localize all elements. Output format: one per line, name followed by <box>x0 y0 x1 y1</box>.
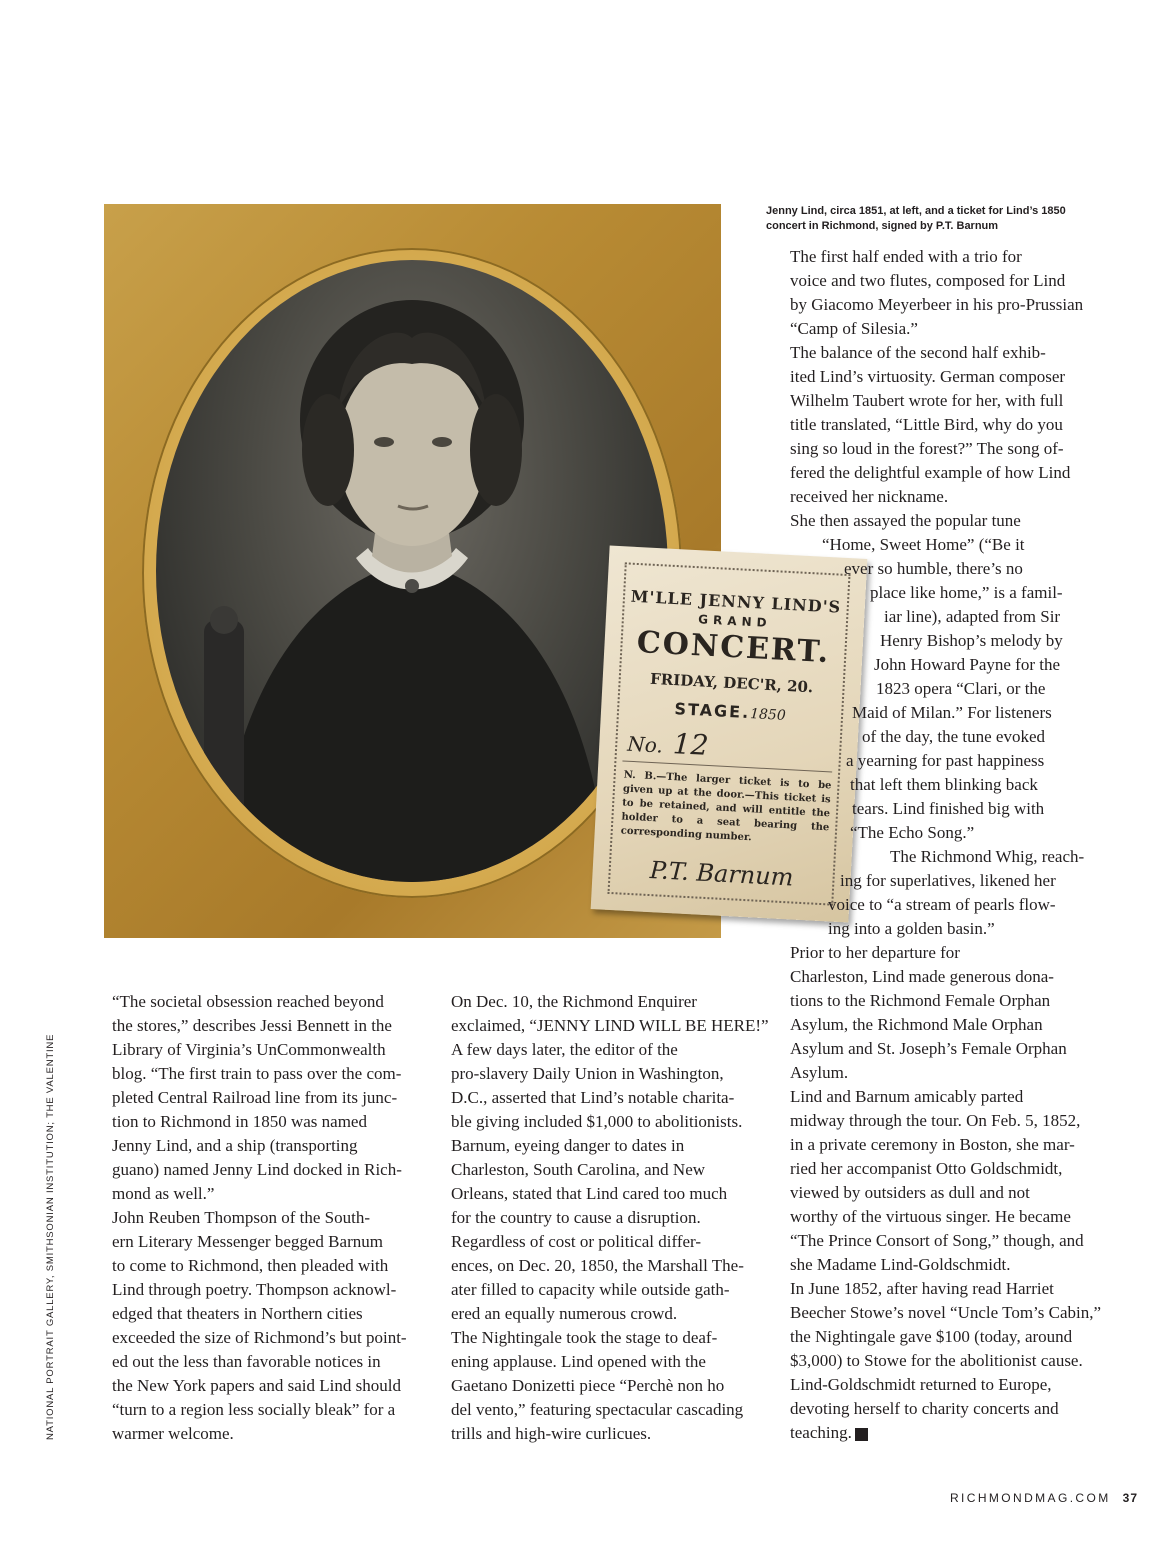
text-line: Library of Virginia’s UnCommonwealth <box>112 1040 386 1059</box>
text-line: ited Lind’s virtuosity. German composer <box>790 367 1066 386</box>
article-column-3 <box>766 245 1102 1445</box>
text-line: In June 1852, after having read Harriet <box>790 1279 1054 1298</box>
text-line: ed out the less than favorable notices in <box>112 1352 381 1371</box>
text-line: “The Echo Song.” <box>850 823 975 842</box>
text-line: Maid of Milan.” For listeners <box>852 703 1052 722</box>
text-line: 1823 opera “Clari, or the <box>876 679 1046 698</box>
text-line: ing for superlatives, likened her <box>840 871 1056 890</box>
text-line: The first half ended with a trio for <box>790 247 1022 266</box>
paragraph <box>427 1326 744 1446</box>
text-line: A few days later, the editor of the <box>451 1040 678 1059</box>
text-line: the Nightingale gave $100 (today, around <box>790 1327 1073 1346</box>
paragraph-wrapped-around-ticket <box>766 509 1076 845</box>
ticket-date: FRIDAY, DEC'R, 20. <box>649 669 814 697</box>
text-line: title translated, “Little Bird, why do you <box>790 415 1063 434</box>
text-line: Gaetano Donizetti piece “Perchè non ho <box>451 1376 725 1395</box>
photo-credit: NATIONAL PORTRAIT GALLERY, SMITHSONIAN INSTITUTION; THE VALENTINE <box>45 1033 56 1440</box>
text-line: D.C., asserted that Lind’s notable charita- <box>451 1088 735 1107</box>
end-mark-icon: R <box>855 1428 868 1441</box>
text-line: Asylum and St. Joseph’s Female Orphan <box>790 1039 1067 1058</box>
text-line: ening applause. Lind opened with the <box>451 1352 706 1371</box>
text-line: pro-slavery Daily Union in Washington, <box>451 1064 724 1083</box>
text-line: fered the delightful example of how Lind <box>790 463 1071 482</box>
text-line: exceeded the size of Richmond’s but point- <box>112 1328 407 1347</box>
text-line: for the country to cause a disruption. <box>451 1208 701 1227</box>
text-line: Charleston, South Carolina, and New <box>451 1160 706 1179</box>
text-line: ever so humble, there’s no <box>844 559 1023 578</box>
text-line: warmer welcome. <box>112 1424 234 1443</box>
text-line: Orleans, stated that Lind cared too much <box>451 1184 728 1203</box>
ticket-number-label: No. <box>626 731 664 758</box>
text-line: devoting herself to charity concerts and <box>790 1399 1059 1418</box>
ticket-stage-year: 1850 <box>749 706 787 724</box>
text-line: Regardless of cost or political differ- <box>451 1232 702 1251</box>
text-line: worthy of the virtuous singer. He became <box>790 1207 1071 1226</box>
text-line: iar line), adapted from Sir <box>884 607 1061 626</box>
text-line: Barnum, eyeing danger to dates in <box>451 1136 685 1155</box>
article-column-2 <box>427 990 769 1446</box>
article-column-1 <box>88 990 407 1446</box>
text-line: ing into a golden basin.” <box>828 919 995 938</box>
text-line: “Camp of Silesia.” <box>790 319 918 338</box>
portrait-illustration <box>156 260 668 882</box>
text-line: Lind and Barnum amicably parted <box>790 1087 1024 1106</box>
text-line: “The societal obsession reached beyond <box>112 992 384 1011</box>
text-line: guano) named Jenny Lind docked in Rich- <box>112 1160 402 1179</box>
paragraph <box>766 341 1076 509</box>
text-line: exclaimed, “JENNY LIND WILL BE HERE!” <box>451 1016 769 1035</box>
text-line: blog. “The first train to pass over the com- <box>112 1064 402 1083</box>
page-footer <box>950 1491 1138 1505</box>
text-line: received her nickname. <box>790 487 949 506</box>
text-line: voice to “a stream of pearls flow- <box>828 895 1056 914</box>
text-line: The Nightingale took the stage to deaf- <box>451 1328 718 1347</box>
text-line: mond as well.” <box>112 1184 215 1203</box>
text-line: viewed by outsiders as dull and not <box>790 1183 1030 1202</box>
text-line: ences, on Dec. 20, 1850, the Marshall The- <box>451 1256 744 1275</box>
page-number: 37 <box>1122 1491 1138 1505</box>
text-line: Lind-Goldschmidt returned to Europe, <box>790 1375 1052 1394</box>
text-line: ered an equally numerous crowd. <box>451 1304 678 1323</box>
portrait-oval <box>156 260 668 882</box>
text-line: The balance of the second half exhib- <box>790 343 1046 362</box>
text-line: “turn to a region less socially bleak” for a <box>112 1400 396 1419</box>
text-line: tears. Lind finished big with <box>852 799 1045 818</box>
text-line: Asylum, the Richmond Male Orphan <box>790 1015 1043 1034</box>
text-line: “The Prince Consort of Song,” though, and <box>790 1231 1084 1250</box>
text-line: $3,000) to Stowe for the abolitionist cause. <box>790 1351 1083 1370</box>
text-line: in a private ceremony in Boston, she mar- <box>790 1135 1075 1154</box>
text-line: edged that theaters in Northern cities <box>112 1304 363 1323</box>
text-line: voice and two flutes, composed for Lind <box>790 271 1066 290</box>
text-line: tion to Richmond in 1850 was named <box>112 1112 367 1131</box>
text-line: On Dec. 10, the Richmond Enquirer <box>451 992 697 1011</box>
text-line: Jenny Lind, and a ship (transporting <box>112 1136 358 1155</box>
text-line: the stores,” describes Jessi Bennett in the <box>112 1016 392 1035</box>
text-line: ern Literary Messenger begged Barnum <box>112 1232 383 1251</box>
text-line: ater filled to capacity while outside gath- <box>451 1280 730 1299</box>
ticket-title: M'LLE JENNY LIND'S <box>630 586 842 617</box>
paragraph <box>427 1038 743 1230</box>
paragraph <box>766 1085 1084 1277</box>
barnum-signature: P.T. Barnum <box>649 856 795 892</box>
text-line: Beecher Stowe’s novel “Uncle Tom’s Cabin,” <box>790 1303 1102 1322</box>
text-line: del vento,” featuring spectacular cascading <box>451 1400 744 1419</box>
text-line: Charleston, Lind made generous dona- <box>790 967 1054 986</box>
text-line: that left them blinking back <box>850 775 1038 794</box>
paragraph <box>766 941 1076 1085</box>
text-line: John Howard Payne for the <box>874 655 1061 674</box>
text-line: Lind through poetry. Thompson acknowl- <box>112 1280 397 1299</box>
text-line: “Home, Sweet Home” (“Be it <box>822 535 1025 554</box>
text-line: the New York papers and said Lind should <box>112 1376 401 1395</box>
paragraph <box>88 990 402 1206</box>
text-line: she Madame Lind-Goldschmidt. <box>790 1255 1011 1274</box>
paragraph <box>88 1206 407 1446</box>
paragraph-wrapped-around-ticket <box>766 845 1085 941</box>
ticket-stage-label: STAGE. <box>674 699 751 723</box>
text-line: by Giacomo Meyerbeer in his pro-Prussian <box>790 295 1084 314</box>
text-line: to come to Richmond, then pleaded with <box>112 1256 389 1275</box>
paragraph <box>427 1230 744 1326</box>
text-line: teaching. R <box>790 1423 887 1442</box>
paragraph-final <box>766 1277 1102 1445</box>
paragraph <box>427 990 769 1038</box>
text-line: Wilhelm Taubert wrote for her, with full <box>790 391 1064 410</box>
text-line: Asylum. <box>790 1063 849 1082</box>
text-line: The Richmond Whig, reach- <box>890 847 1085 866</box>
text-line: pleted Central Railroad line from its junc- <box>112 1088 398 1107</box>
ticket-number <box>627 725 710 762</box>
ticket-concert: CONCERT. <box>635 625 832 671</box>
text-line: Henry Bishop’s melody by <box>880 631 1063 650</box>
ticket-notice: N. B.—The larger ticket is to be given up at the door.—This ticket is to be retained, and will entitle the holder to a seat bearing the corresponding number. <box>620 769 832 844</box>
ticket-number-value: 12 <box>672 727 710 762</box>
text-line: Prior to her departure for <box>790 943 960 962</box>
text-line: She then assayed the popular tune <box>790 511 1021 530</box>
ticket-grand: GRAND <box>697 612 772 631</box>
text-line: of the day, the tune evoked <box>862 727 1045 746</box>
text-line: midway through the tour. On Feb. 5, 1852, <box>790 1111 1081 1130</box>
text-line: sing so loud in the forest?” The song of- <box>790 439 1064 458</box>
text-line: ble giving included $1,000 to abolitionists. <box>451 1112 743 1131</box>
text-line: John Reuben Thompson of the South- <box>112 1208 370 1227</box>
text-line: trills and high-wire curlicues. <box>451 1424 652 1443</box>
text-line: place like home,” is a famil- <box>870 583 1063 602</box>
text-line: a yearning for past happiness <box>846 751 1045 770</box>
text-line: tions to the Richmond Female Orphan <box>790 991 1051 1010</box>
footer-site: RICHMONDMAG.COM <box>949 1491 1111 1505</box>
paragraph <box>766 245 1084 341</box>
photo-caption: Jenny Lind, circa 1851, at left, and a ticket for Lind’s 1850 concert in Richmond, signed by P.T. Barnum <box>766 205 1066 232</box>
text-line: ried her accompanist Otto Goldschmidt, <box>790 1159 1063 1178</box>
